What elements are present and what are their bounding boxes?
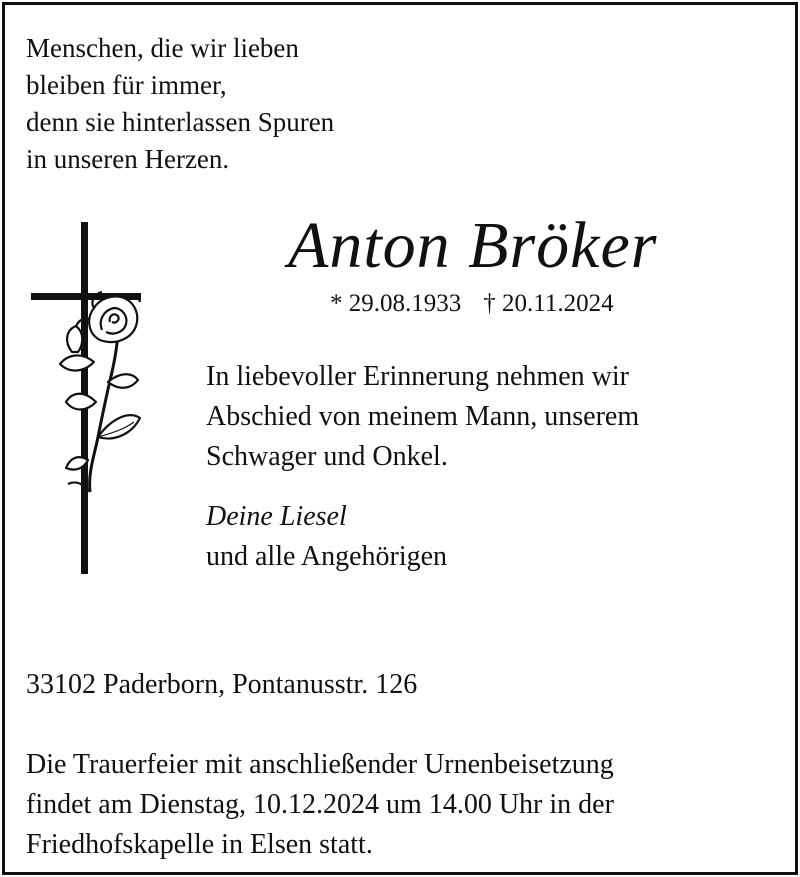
message-line: In liebevoller Erinnerung nehmen wir	[206, 361, 629, 392]
farewell-message	[206, 357, 639, 477]
cross-with-rose	[28, 222, 148, 582]
service-line: Friedhofskapelle in Elsen statt.	[26, 829, 373, 860]
message-line: Abschied von meinem Mann, unserem	[206, 401, 640, 432]
life-dates	[330, 288, 614, 320]
death-date: † 20.11.2024	[483, 290, 614, 317]
rose-icon	[60, 292, 140, 492]
message-line: Schwager und Onkel.	[206, 441, 448, 472]
birth-date: * 29.08.1933	[330, 290, 462, 317]
address: 33102 Paderborn, Pontanusstr. 126	[26, 669, 418, 700]
signature-block	[206, 497, 447, 577]
service-line: Die Trauerfeier mit anschließender Urnenbeisetzung	[26, 749, 614, 780]
poem-line: denn sie hinterlassen Spuren	[26, 107, 335, 137]
service-line: findet am Dienstag, 10.12.2024 um 14.00 Uhr in der	[26, 789, 614, 820]
poem-line: bleiben für immer,	[26, 70, 227, 100]
funeral-service-info	[26, 745, 614, 865]
signer-name: Deine Liesel	[206, 501, 347, 532]
poem-line: Menschen, die wir lieben	[26, 33, 299, 63]
poem-line: in unseren Herzen.	[26, 144, 230, 174]
relatives-line: und alle Angehörigen	[206, 541, 448, 572]
poem	[26, 30, 334, 178]
deceased-name: Anton Bröker	[288, 209, 658, 282]
